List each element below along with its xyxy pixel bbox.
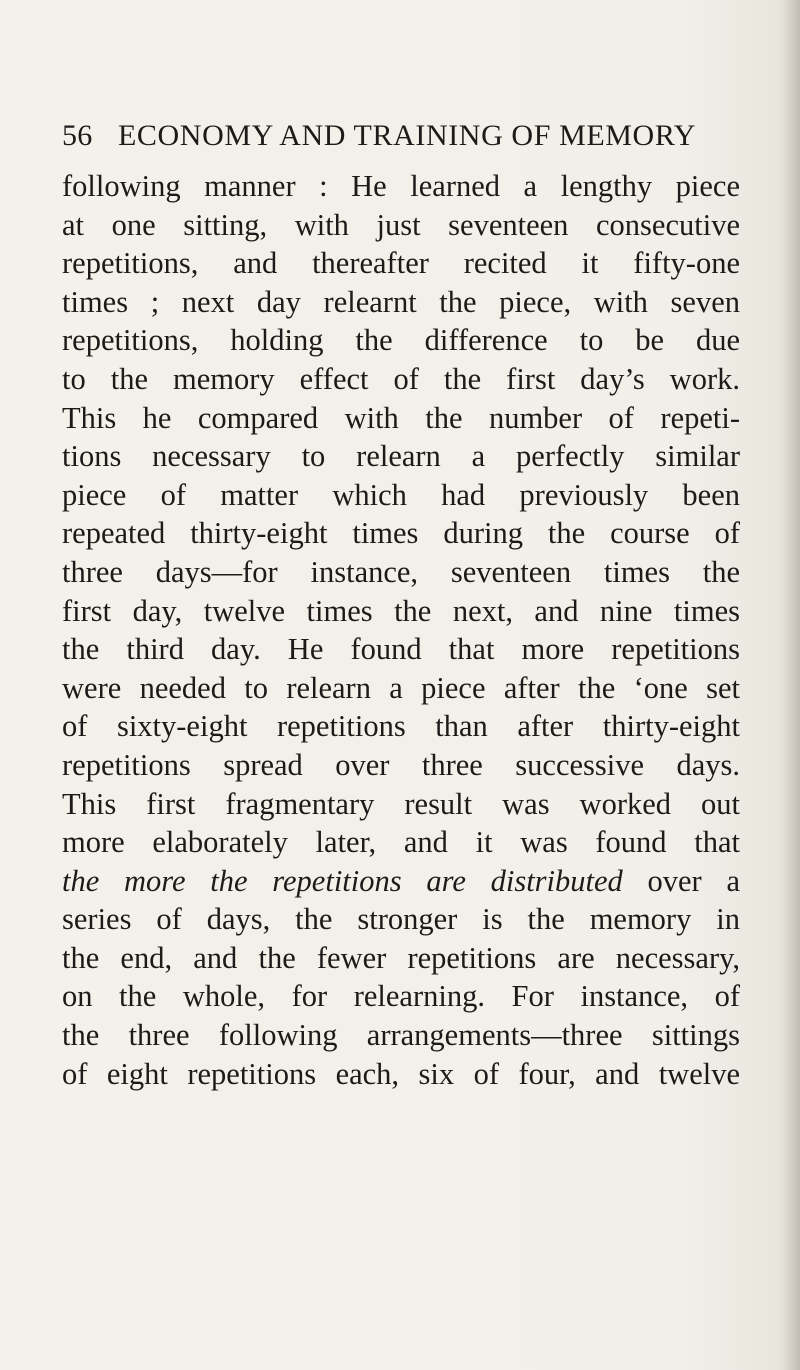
text-line: This he compared with the number of repeti- <box>62 400 740 435</box>
text-line-rest: over a <box>622 863 740 898</box>
text-line: series of days, the stronger is the memory in <box>62 902 740 937</box>
text-line: piece of matter which had previously been <box>62 477 740 512</box>
text-line: the end, and the fewer repetitions are necessary, <box>62 940 740 975</box>
text-line: times ; next day relearnt the piece, with seven <box>62 284 740 319</box>
text-line-italic <box>62 862 740 901</box>
text-line: repetitions, holding the difference to be due <box>62 323 740 358</box>
page-number: 56 <box>62 119 93 152</box>
text-line: This first fragmentary result was worked out <box>62 786 740 821</box>
text-line: repetitions spread over three successive days. <box>62 747 740 782</box>
text-line: first day, twelve times the next, and nine times <box>62 593 740 628</box>
page-edge-shadow <box>782 0 800 1370</box>
text-line: at one sitting, with just seventeen consecutive <box>62 207 740 242</box>
running-head <box>62 119 742 153</box>
text-line: tions necessary to relearn a perfectly similar <box>62 439 740 474</box>
text-line: on the whole, for relearning. For instance, of <box>62 979 740 1014</box>
text-line: of sixty-eight repetitions than after thirty-eight <box>62 709 740 744</box>
text-line: more elaborately later, and it was found that <box>62 825 740 860</box>
text-line: the three following arrangements—three sittings <box>62 1018 740 1053</box>
text-line: were needed to relearn a piece after the ‘one set <box>62 670 740 705</box>
text-line: three days—for instance, seventeen times the <box>62 554 740 589</box>
text-line: of eight repetitions each, six of four, and twelve <box>62 1056 740 1091</box>
running-head-title: ECONOMY AND TRAINING OF MEMORY <box>118 119 697 152</box>
italic-emphasis: the more the repetitions are distributed <box>62 863 623 898</box>
body-text <box>62 167 740 1093</box>
text-line: repetitions, and thereafter recited it fifty-one <box>62 246 740 281</box>
text-line: to the memory effect of the first day’s work. <box>62 361 740 396</box>
text-line: following manner : He learned a lengthy piece <box>62 169 740 203</box>
text-line: the third day. He found that more repetitions <box>62 632 740 667</box>
text-line: repeated thirty-eight times during the course of <box>62 516 740 551</box>
